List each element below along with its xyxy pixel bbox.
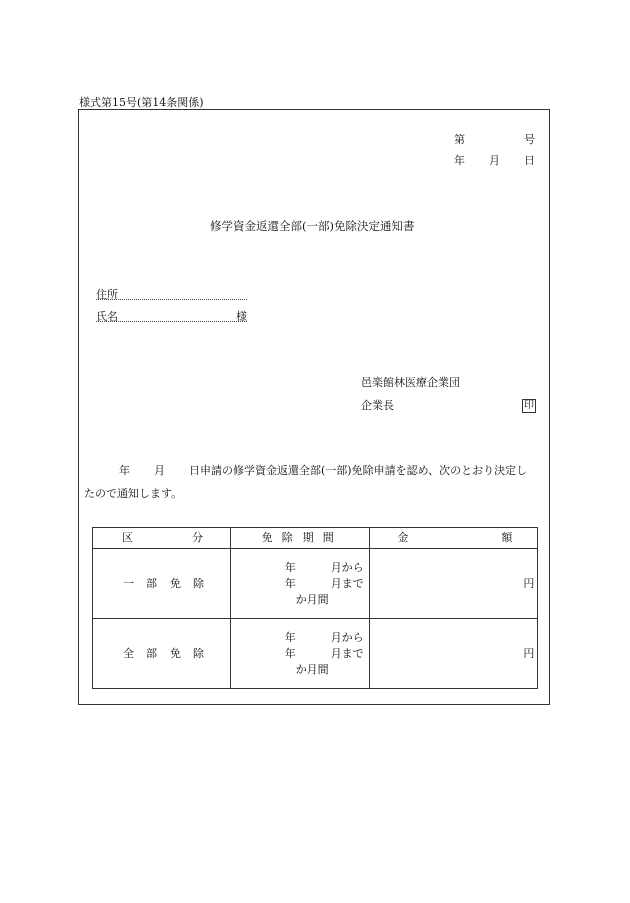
body-text-line2: たので通知します。 bbox=[84, 487, 183, 500]
issuer-title: 企業長 bbox=[361, 399, 394, 412]
header-amount-char: 額 bbox=[501, 531, 513, 544]
row-category-char: 免 bbox=[170, 647, 181, 660]
row-amount bbox=[370, 549, 538, 619]
period-to-year: 年 bbox=[284, 577, 296, 590]
row-category-char: 全 bbox=[123, 647, 134, 660]
row-category-char: 除 bbox=[193, 577, 204, 590]
body-month: 月 bbox=[154, 464, 165, 477]
header-category-char: 区 bbox=[122, 531, 133, 544]
header-category-char: 分 bbox=[192, 531, 203, 544]
body-year: 年 bbox=[119, 464, 130, 477]
period-months: か月間 bbox=[295, 663, 329, 676]
form-number-label: 様式第15号(第14条関係) bbox=[79, 96, 204, 109]
row-period bbox=[230, 549, 370, 619]
honorific-label: 様 bbox=[236, 310, 247, 323]
issuer-organization: 邑楽館林医療企業団 bbox=[361, 376, 460, 389]
doc-number-suffix: 号 bbox=[524, 133, 535, 146]
row-category-char: 免 bbox=[170, 577, 181, 590]
row-category-char: 一 bbox=[123, 577, 134, 590]
row-period bbox=[230, 619, 370, 689]
row-amount bbox=[370, 619, 538, 689]
header-category bbox=[93, 528, 231, 549]
header-period-char: 除 bbox=[281, 531, 293, 544]
row-category-char: 部 bbox=[146, 647, 157, 660]
header-amount-char: 金 bbox=[397, 531, 409, 544]
row-category-char: 部 bbox=[146, 577, 157, 590]
period-to-year: 年 bbox=[284, 647, 296, 660]
period-months: か月間 bbox=[295, 593, 329, 606]
period-from-month: 月から bbox=[330, 561, 364, 574]
exemption-table bbox=[92, 527, 538, 689]
row-category bbox=[93, 619, 231, 689]
amount-unit: 円 bbox=[523, 577, 535, 590]
date-day: 日 bbox=[524, 154, 535, 167]
name-dotted-line bbox=[96, 321, 247, 322]
address-label: 住所 bbox=[96, 288, 118, 301]
header-amount bbox=[370, 528, 538, 549]
period-to-month: 月まで bbox=[330, 647, 364, 660]
header-period-char: 免 bbox=[261, 531, 273, 544]
date-year: 年 bbox=[454, 154, 465, 167]
doc-number-prefix: 第 bbox=[454, 133, 465, 146]
header-period bbox=[230, 528, 370, 549]
address-dotted-line bbox=[96, 299, 247, 300]
date-month: 月 bbox=[489, 154, 500, 167]
amount-unit: 円 bbox=[523, 647, 535, 660]
seal-mark: 印 bbox=[524, 400, 534, 411]
document-title: 修学資金返還全部(一部)免除決定通知書 bbox=[210, 219, 415, 233]
row-category bbox=[93, 549, 231, 619]
row-category-char: 除 bbox=[193, 647, 204, 660]
header-period-char: 期 bbox=[302, 531, 314, 544]
body-text-line1: 日申請の修学資金返還全部(一部)免除申請を認め、次のとおり決定し bbox=[189, 464, 528, 477]
period-from-month: 月から bbox=[330, 631, 364, 644]
period-from-year: 年 bbox=[284, 631, 296, 644]
name-label: 氏名 bbox=[96, 310, 118, 323]
period-from-year: 年 bbox=[284, 561, 296, 574]
header-period-char: 間 bbox=[322, 531, 334, 544]
period-to-month: 月まで bbox=[330, 577, 364, 590]
table-row bbox=[93, 549, 538, 619]
table-row bbox=[93, 619, 538, 689]
